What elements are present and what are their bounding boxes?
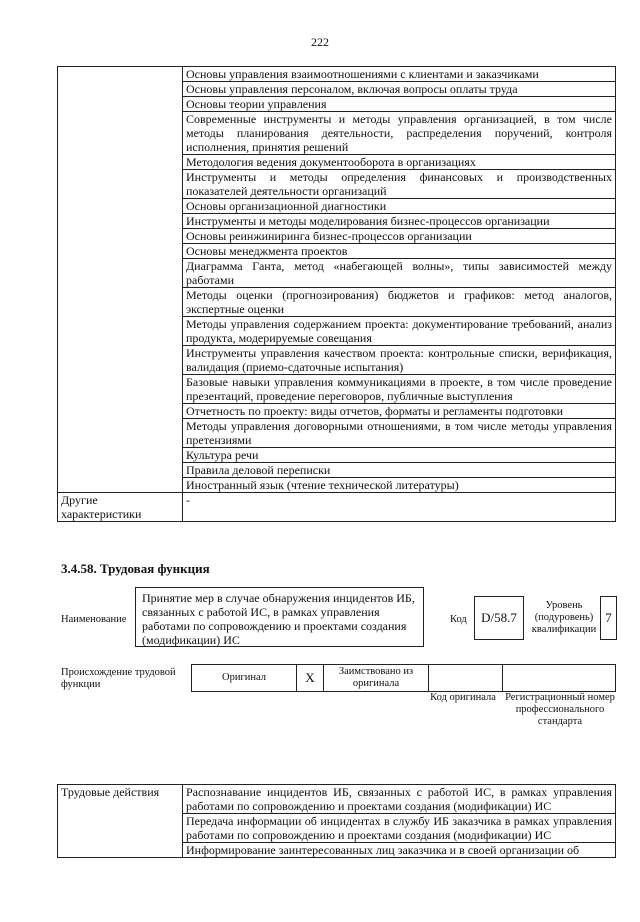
- table-row: [58, 67, 616, 82]
- origin-table: [191, 664, 616, 692]
- knowledge-item: Основы организационной диагностики: [183, 199, 616, 214]
- knowledge-item: Культура речи: [183, 448, 616, 463]
- origin-reg-number-cell: [503, 665, 616, 692]
- knowledge-item: Основы управления персоналом, включая вопросы оплаты труда: [183, 82, 616, 97]
- knowledge-item: Основы менеджмента проектов: [183, 244, 616, 259]
- knowledge-item: Методы управления договорными отношениями, в том числе методы управления претензиями: [183, 419, 616, 448]
- knowledge-item: Отчетность по проекту: виды отчетов, форматы и регламенты подготовки: [183, 404, 616, 419]
- knowledge-item: Методы управления содержанием проекта: документирование требований, анализ продукта, модерируемые совещания: [183, 317, 616, 346]
- action-item: Передача информации об инцидентах в службу ИБ заказчика в рамках управления работами по сопровождению и проектами создания (модификации) ИС: [183, 814, 616, 843]
- page-number: 222: [311, 35, 329, 49]
- actions-label: Трудовые действия: [58, 785, 183, 858]
- original-code-caption: Код оригинала: [430, 692, 496, 703]
- qualification-level-box: 7: [600, 596, 617, 640]
- section-heading: 3.4.58. Трудовая функция: [61, 561, 210, 576]
- knowledge-item: Инструменты управления качеством проекта: контрольные списки, верификация, валидация (приемо-сдаточные испытания): [183, 346, 616, 375]
- other-characteristics-label: Другие характеристики: [58, 493, 183, 522]
- origin-label: Происхождение трудовой функции: [61, 667, 176, 690]
- knowledge-item: Иностранный язык (чтение технической литературы): [183, 478, 616, 493]
- knowledge-item: Инструменты и методы моделирования бизнес-процессов организации: [183, 214, 616, 229]
- name-label: Наименование: [61, 614, 127, 625]
- knowledge-item: Инструменты и методы определения финансовых и производственных показателей деятельности организаций: [183, 170, 616, 199]
- registration-number-caption: Регистрационный номер профессионального стандарта: [505, 692, 615, 727]
- table-row: [58, 493, 616, 522]
- action-item: Распознавание инцидентов ИБ, связанных с работой ИС, в рамках управления работами по сопровождению и проектами создания (модификации) ИС: [183, 785, 616, 814]
- knowledge-table: [57, 66, 616, 522]
- knowledge-item: Современные инструменты и методы управления организацией, в том числе методы планирования деятельности, распределения поручений, контроля исполнения, принятия решений: [183, 112, 616, 155]
- origin-code-cell: [429, 665, 503, 692]
- action-item: Информирование заинтересованных лиц заказчика и в своей организации об: [183, 843, 616, 858]
- function-name-box: Принятие мер в случае обнаружения инцидентов ИБ, связанных с работой ИС, в рамках управления работами по сопровождению и проектами создания (модификации) ИС: [135, 587, 424, 647]
- knowledge-label-cell: [58, 67, 183, 493]
- actions-table: [57, 784, 616, 858]
- origin-borrowed-cell: Заимствовано из оригинала: [324, 665, 429, 692]
- other-characteristics-value: -: [183, 493, 616, 522]
- knowledge-item: Базовые навыки управления коммуникациями в проекте, в том числе проведение презентаций, проведение переговоров, публичные выступления: [183, 375, 616, 404]
- code-label: Код: [450, 614, 467, 625]
- knowledge-item: Методология ведения документооборота в организациях: [183, 155, 616, 170]
- knowledge-item: Методы оценки (прогнозирования) бюджетов и графиков: метод аналогов, экспертные оценки: [183, 288, 616, 317]
- knowledge-item: Основы управления взаимоотношениями с клиентами и заказчиками: [183, 67, 616, 82]
- table-row: [192, 665, 616, 692]
- function-code-box: D/58.7: [474, 596, 524, 640]
- qualification-level-label: Уровень (подуровень) квалификации: [531, 600, 597, 635]
- knowledge-item: Основы теории управления: [183, 97, 616, 112]
- table-row: [58, 785, 616, 814]
- knowledge-item: Правила деловой переписки: [183, 463, 616, 478]
- origin-mark-cell: X: [297, 665, 324, 692]
- knowledge-item: Диаграмма Ганта, метод «набегающей волны», типы зависимостей между работами: [183, 259, 616, 288]
- origin-original-cell: Оригинал: [192, 665, 297, 692]
- knowledge-item: Основы реинжиниринга бизнес-процессов организации: [183, 229, 616, 244]
